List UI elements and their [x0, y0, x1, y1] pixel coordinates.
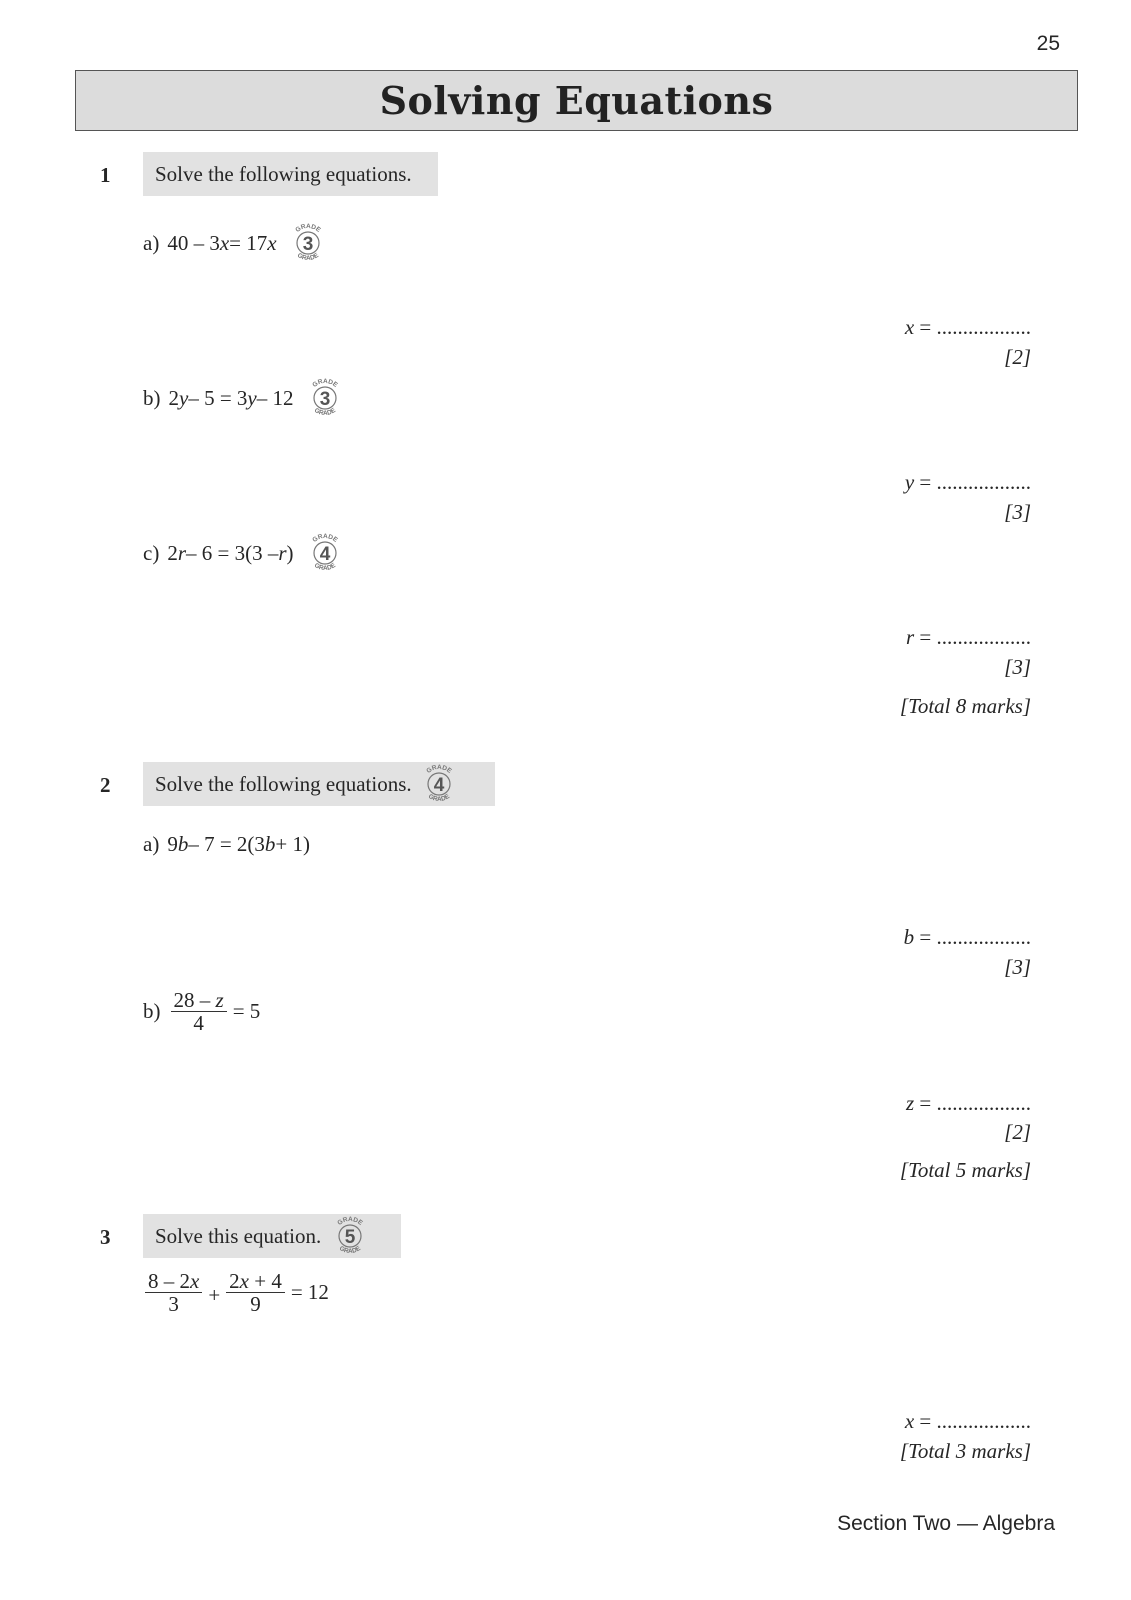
- equation-variable: x: [190, 1269, 200, 1293]
- grade-number: 4: [319, 544, 330, 565]
- question-2b: [143, 989, 260, 1034]
- equation-text: – 6 = 3(3 –: [186, 540, 279, 565]
- equation-text: = 17: [229, 230, 268, 255]
- section-footer: Section Two — Algebra: [837, 1512, 1055, 1535]
- fraction-denominator: 4: [193, 1011, 204, 1035]
- answer-variable: y: [904, 470, 915, 494]
- equation-text: 9: [167, 832, 178, 856]
- equation-text: 40 – 3: [167, 230, 220, 255]
- question-1-instruction: [143, 152, 438, 196]
- answer-dots: = ..................: [914, 925, 1031, 949]
- equation-variable: r: [278, 540, 287, 565]
- grade-number: 3: [319, 389, 330, 410]
- plus-sign: +: [208, 1283, 221, 1307]
- answer-variable: x: [904, 315, 915, 339]
- equation-text: 2: [168, 385, 179, 410]
- grade-badge-icon: [304, 532, 346, 574]
- total-marks-3: [Total 3 marks]: [899, 1439, 1031, 1463]
- fraction-denominator: 3: [168, 1292, 179, 1316]
- marks-2b: [2]: [1004, 1120, 1031, 1144]
- fraction: [171, 989, 227, 1034]
- question-3-equation: [143, 1270, 329, 1315]
- grade-word-bottom: GRADE: [312, 406, 337, 418]
- answer-line-2a[interactable]: [904, 925, 1031, 950]
- equation-variable: x: [219, 230, 230, 255]
- equation-text: + 1): [275, 832, 311, 856]
- grade-number: 3: [302, 234, 313, 255]
- equation-text: = 5: [232, 999, 261, 1023]
- equation-text: – 12: [256, 385, 294, 410]
- part-label: a): [143, 230, 160, 255]
- grade-word-top: GRADE: [293, 222, 322, 234]
- equation-text: – 7 = 2(3: [188, 832, 265, 856]
- part-label: b): [143, 385, 161, 410]
- answer-dots: = ..................: [914, 1409, 1031, 1433]
- equation-text: 8 – 2: [148, 1269, 190, 1293]
- grade-word-top: GRADE: [310, 377, 339, 389]
- answer-line-3[interactable]: [905, 1409, 1031, 1434]
- page-title: Solving Equations: [379, 78, 774, 123]
- marks-2a: [3]: [1004, 955, 1031, 979]
- answer-line-2b[interactable]: [906, 1091, 1031, 1116]
- equation-variable: z: [215, 988, 224, 1012]
- answer-variable: r: [905, 625, 915, 649]
- total-marks-1: [Total 8 marks]: [899, 694, 1031, 718]
- fraction-numerator: [226, 1270, 285, 1293]
- answer-variable: x: [904, 1409, 915, 1433]
- answer-variable: z: [905, 1091, 915, 1115]
- equation-text: = 12: [290, 1280, 329, 1304]
- title-bar: [75, 70, 1078, 131]
- grade-number: 5: [344, 1227, 356, 1248]
- marks-1c: [3]: [1004, 655, 1031, 679]
- equation-text: 28 –: [173, 988, 216, 1012]
- grade-word-top: GRADE: [310, 532, 339, 544]
- fraction-denominator: 9: [250, 1292, 261, 1316]
- question-1b: [143, 377, 346, 419]
- answer-line-1c[interactable]: [906, 625, 1031, 650]
- grade-word-top: GRADE: [425, 763, 453, 775]
- grade-number: 4: [433, 775, 444, 796]
- question-1-instruction-text: Solve the following equations.: [155, 161, 412, 186]
- grade-badge-icon: [304, 377, 346, 419]
- part-label: c): [143, 540, 160, 565]
- question-1-number: 1: [100, 163, 111, 187]
- total-marks-2: [Total 5 marks]: [899, 1158, 1031, 1182]
- answer-dots: = ..................: [914, 470, 1031, 494]
- fraction-numerator: [145, 1270, 202, 1293]
- question-3-instruction-text: Solve this equation.: [155, 1223, 322, 1248]
- equation-text: 2: [167, 540, 178, 565]
- equation-text: 2: [229, 1269, 240, 1293]
- equation-variable: x: [239, 1269, 249, 1293]
- answer-line-1b[interactable]: [905, 470, 1031, 495]
- fraction: [226, 1270, 285, 1315]
- part-label: a): [143, 832, 160, 856]
- question-1a: [143, 222, 329, 264]
- equation-variable: x: [267, 230, 277, 255]
- grade-word-bottom: GRADE: [338, 1244, 363, 1256]
- answer-dots: = ..................: [914, 315, 1031, 339]
- question-2-number: 2: [100, 773, 111, 797]
- grade-badge-icon: [329, 1215, 371, 1257]
- marks-1b: [3]: [1004, 500, 1031, 524]
- question-1c: [143, 532, 346, 574]
- grade-word-bottom: GRADE: [295, 251, 320, 263]
- grade-word-bottom: GRADE: [312, 561, 337, 573]
- equation-variable: r: [177, 540, 187, 565]
- question-2-instruction: [143, 762, 495, 806]
- answer-line-1a[interactable]: [905, 315, 1031, 340]
- answer-dots: = ..................: [914, 625, 1031, 649]
- grade-word-bottom: GRADE: [426, 792, 451, 804]
- question-2a: [143, 832, 310, 857]
- equation-variable: b: [177, 832, 189, 856]
- answer-dots: = ..................: [914, 1091, 1031, 1115]
- marks-1a: [2]: [1004, 345, 1031, 369]
- question-3-instruction: [143, 1214, 401, 1258]
- question-3-number: 3: [100, 1225, 111, 1249]
- equation-variable: y: [179, 385, 189, 410]
- grade-word-top: GRADE: [336, 1215, 364, 1227]
- equation-text: ): [286, 540, 294, 565]
- part-label: b): [143, 999, 161, 1023]
- fraction: [145, 1270, 202, 1315]
- equation-text: – 5 = 3: [188, 385, 248, 410]
- grade-badge-icon: [287, 222, 329, 264]
- question-2-instruction-text: Solve the following equations.: [155, 771, 412, 796]
- equation-text: + 4: [249, 1269, 282, 1293]
- answer-variable: b: [903, 925, 915, 949]
- grade-badge-icon: [418, 763, 460, 805]
- page-number: 25: [1036, 32, 1060, 55]
- fraction-numerator: [171, 989, 227, 1012]
- equation-variable: b: [264, 832, 276, 856]
- equation-variable: y: [247, 385, 257, 410]
